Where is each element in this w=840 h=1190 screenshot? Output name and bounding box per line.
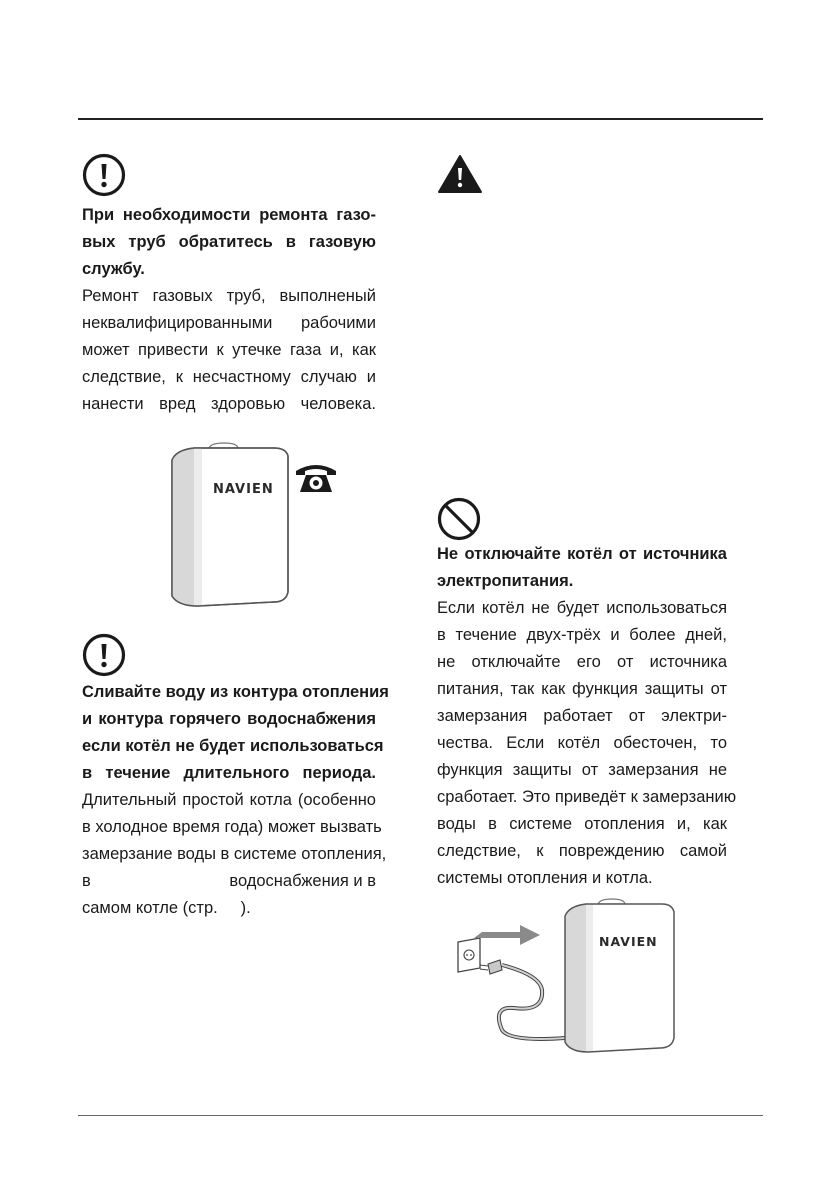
notice-body-line: системы отопления и котла.	[437, 869, 653, 887]
notice-heading-line: службу.	[82, 260, 145, 278]
notice-body-line: самом котле (стр. ).	[82, 899, 251, 917]
notice-body-line: может привести к утечке газа и, как	[82, 341, 376, 359]
notice-gas-repair	[82, 202, 376, 418]
notice-heading-line: и контура горячего водоснабжения	[82, 710, 376, 728]
notice-heading-line: При необходимости ремонта газо-	[82, 206, 376, 224]
notice-body-line: неквалифицированными рабочими	[82, 314, 376, 332]
notice-body-line: следствие, к повреждению самой	[437, 842, 727, 860]
brand-logo: NAVIEN	[213, 482, 274, 497]
brand-logo: NAVIEN	[599, 934, 658, 949]
notice-body-line: Ремонт газовых труб, выполненый	[82, 287, 376, 305]
notice-body-line: следствие, к несчастному случаю и	[82, 368, 376, 386]
notice-body-line: в течение двух-трёх и более дней,	[437, 626, 727, 644]
notice-body-line: нанести вред здоровью человека.	[82, 395, 376, 413]
warning-triangle-icon	[437, 154, 483, 194]
notice-body-line: функция защиты от замерзания не	[437, 761, 727, 779]
notice-body-line: не отключайте его от источника	[437, 653, 727, 671]
notice-heading-line: если котёл не будет использоваться	[82, 737, 384, 755]
exclamation-circle-icon	[82, 633, 126, 677]
notice-body-line: замерзание воды в системе отопления,	[82, 845, 387, 863]
notice-heading-line: в течение длительного периода.	[82, 764, 376, 782]
notice-body-fragment: в	[82, 872, 91, 890]
notice-body-line: чества. Если котёл обесточен, то	[437, 734, 727, 752]
prohibited-icon	[437, 497, 481, 541]
notice-body-line: Длительный простой котла (особенно	[82, 791, 376, 809]
notice-keep-power	[437, 541, 737, 892]
notice-heading-line: Сливайте воду из контура отопления	[82, 683, 389, 701]
notice-body-line: сработает. Это приведёт к замерзанию	[437, 788, 737, 806]
header-rule	[78, 118, 763, 120]
footer-rule	[78, 1115, 763, 1116]
boiler-illustration	[558, 898, 678, 1054]
exclamation-circle-icon	[82, 153, 126, 197]
telephone-icon	[294, 462, 338, 494]
notice-body-line: замерзания работает от электри-	[437, 707, 727, 725]
notice-heading-line: электропитания.	[437, 572, 574, 590]
notice-heading-line: вых труб обратитесь в газовую	[82, 233, 376, 251]
notice-body-line: в холодное время года) может вызвать	[82, 818, 382, 836]
notice-body-line: воды в системе отопления и, как	[437, 815, 727, 833]
notice-body-fragment: водоснабжения и в	[229, 872, 376, 890]
notice-heading-line: Не отключайте котёл от источника	[437, 545, 727, 563]
notice-drain-water	[82, 679, 389, 922]
notice-body-line: питания, так как функция защиты от	[437, 680, 727, 698]
boiler-illustration	[164, 442, 294, 610]
notice-body-line: Если котёл не будет использоваться	[437, 599, 727, 617]
notice-body-line	[82, 868, 376, 895]
